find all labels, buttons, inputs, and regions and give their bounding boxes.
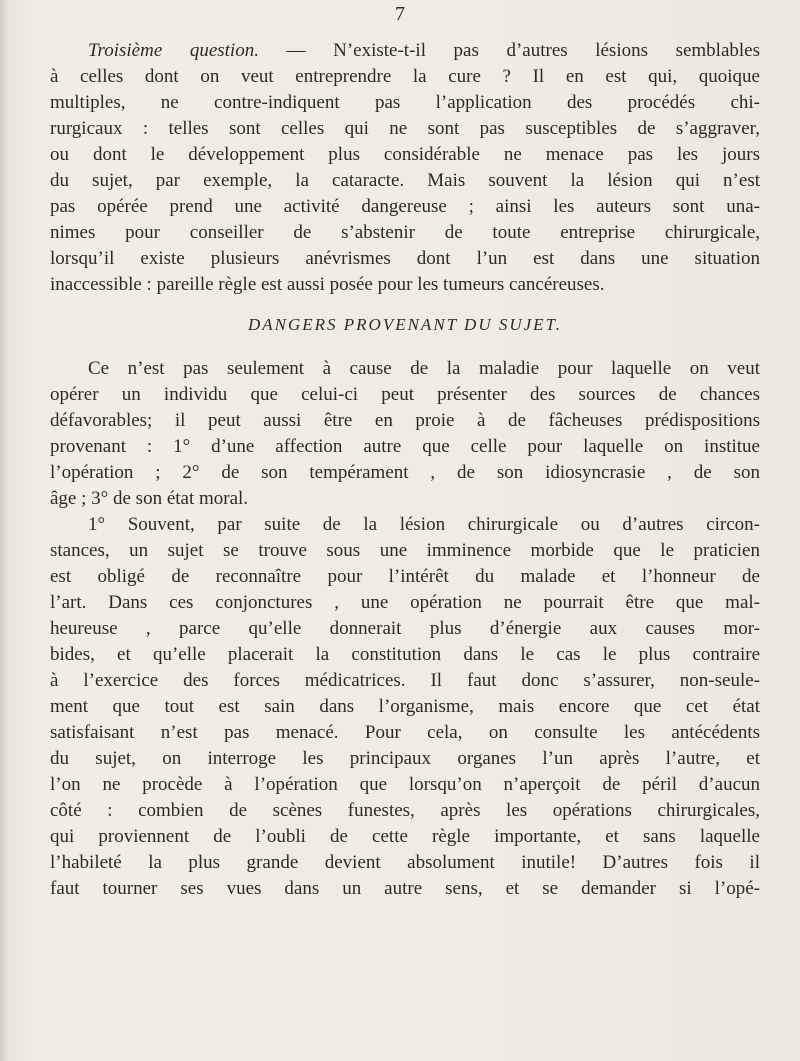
text-line (50, 38, 760, 64)
paragraph-troisieme-question (50, 38, 760, 298)
text-line: ou dont le développement plus considérable ne menace pas les jours (50, 144, 760, 165)
page-number: 7 (395, 3, 405, 25)
text-line: bides, et qu’elle placerait la constitution dans le cas le plus contraire (50, 644, 760, 665)
page-spine-shadow (0, 0, 8, 1061)
text-line: à l’exercice des forces médicatrices. Il faut donc s’assurer, non-seule- (50, 670, 760, 691)
text-line: heureuse , parce qu’elle donnerait plus d’énergie aux causes mor- (50, 618, 760, 639)
section-heading: DANGERS PROVENANT DU SUJET. (247, 315, 563, 334)
text-line: provenant : 1° d’une affection autre que celle pour laquelle on institue (50, 436, 760, 457)
text-line: l’on ne procède à l’opération que lorsqu’on n’aperçoit de péril d’aucun (50, 774, 760, 795)
text-line: est obligé de reconnaître pour l’intérêt du malade et l’honneur de (50, 566, 760, 587)
text-line: rurgicaux : telles sont celles qui ne sont pas susceptibles de s’aggraver, (50, 118, 760, 139)
text-line: pas opérée prend une activité dangereuse ; ainsi les auteurs sont una- (50, 196, 760, 217)
text-line: à celles dont on veut entreprendre la cure ? Il en est qui, quoique (50, 66, 760, 87)
text-line: multiples, ne contre-indiquent pas l’application des procédés chi- (50, 92, 760, 113)
text-line: l’art. Dans ces conjonctures , une opération ne pourrait être que mal- (50, 592, 760, 613)
text-line: l’opération ; 2° de son tempérament , de son idiosyncrasie , de son (50, 462, 760, 483)
text-line: satisfaisant n’est pas menacé. Pour cela, on consulte les antécédents (50, 722, 760, 743)
text-line-rest: — N’existe-t-il pas d’autres lésions semblables (258, 40, 760, 61)
text-line: 1° Souvent, par suite de la lésion chirurgicale ou d’autres circon- (88, 514, 760, 535)
text-line: nimes pour conseiller de s’abstenir de toute entreprise chirurgicale, (50, 222, 760, 243)
text-line: côté : combien de scènes funestes, après les opérations chirurgicales, (50, 800, 760, 821)
text-line: inaccessible : pareille règle est aussi posée pour les tumeurs cancéreuses. (50, 274, 605, 295)
text-line: ment que tout est sain dans l’organisme, mais encore que cet état (50, 696, 760, 717)
body-text (50, 38, 760, 902)
text-line: lorsqu’il existe plusieurs anévrismes dont l’un est dans une situation (50, 248, 760, 269)
paragraph-point-one (50, 512, 760, 902)
text-line: qui proviennent de l’oubli de cette règle importante, et sans laquelle (50, 826, 760, 847)
text-line: l’habileté la plus grande devient absolument inutile! D’autres fois il (50, 852, 760, 873)
text-line: Ce n’est pas seulement à cause de la maladie pour laquelle on veut (88, 358, 760, 379)
paragraph-dangers-intro (50, 356, 760, 512)
text-line: âge ; 3° de son état moral. (50, 488, 249, 509)
text-line: opérer un individu que celui-ci peut présenter des sources de chances (50, 384, 760, 405)
question-lead: Troisième question. (88, 40, 259, 61)
text-line: faut tourner ses vues dans un autre sens, et se demander si l’opé- (50, 878, 760, 899)
text-line: du sujet, par exemple, la cataracte. Mais souvent la lésion qui n’est (50, 170, 760, 191)
text-line: défavorables; il peut aussi être en proie à de fâcheuses prédispositions (50, 410, 760, 431)
text-line: stances, un sujet se trouve sous une imminence morbide que le praticien (50, 540, 760, 561)
text-line: du sujet, on interroge les principaux organes l’un après l’autre, et (50, 748, 760, 769)
